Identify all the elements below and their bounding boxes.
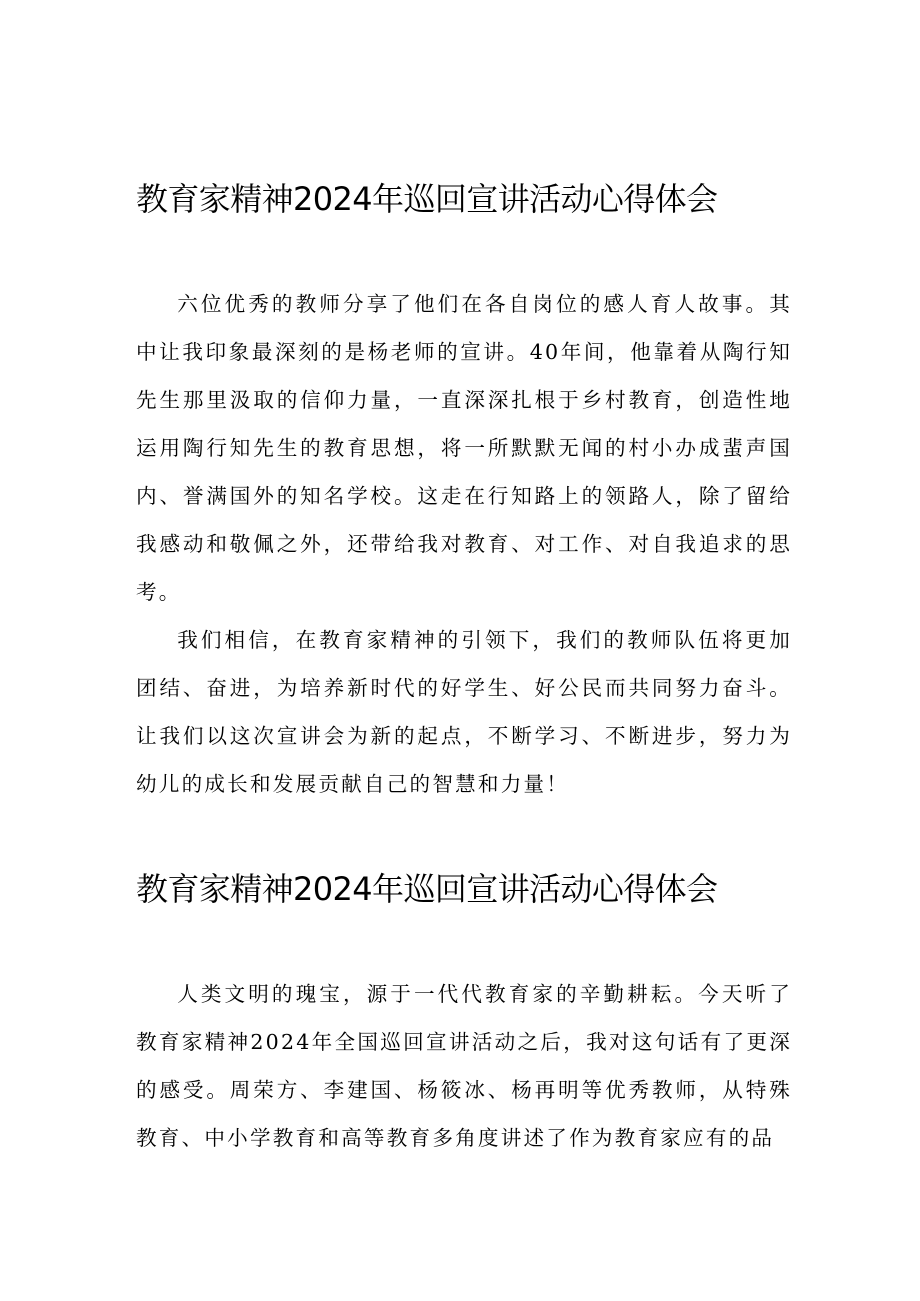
article-paragraph: 人类文明的瑰宝，源于一代代教育家的辛勤耕耘。今天听了教育家精神2024年全国巡回宣讲活动之后，我对这句话有了更深的感受。周荣方、李建国、杨筱冰、杨再明等优秀教师，从特殊教育、中小学教育和高等教育多角度讲述了作为教育家应有的品: [136, 982, 792, 1150]
article-section: [136, 176, 792, 808]
article-section: [136, 866, 792, 1162]
article-title: 教育家精神2024年巡回宣讲活动心得体会: [136, 180, 718, 218]
article-paragraph: 我们相信，在教育家精神的引领下，我们的教师队伍将更加团结、奋进，为培养新时代的好学生、好公民而共同努力奋斗。让我们以这次宣讲会为新的起点，不断学习、不断进步，努力为幼儿的成长和发展贡献自己的智慧和力量！: [136, 628, 792, 796]
article-paragraph: 六位优秀的教师分享了他们在各自岗位的感人育人故事。其中让我印象最深刻的是杨老师的宣讲。40年间，他靠着从陶行知先生那里汲取的信仰力量，一直深深扎根于乡村教育，创造性地运用陶行知先生的教育思想，将一所默默无闻的村小办成蜚声国内、誉满国外的知名学校。这走在行知路上的领路人，除了留给我感动和敬佩之外，还带给我对教育、对工作、对自我追求的思考。: [136, 292, 792, 604]
article-title: 教育家精神2024年巡回宣讲活动心得体会: [136, 870, 718, 908]
